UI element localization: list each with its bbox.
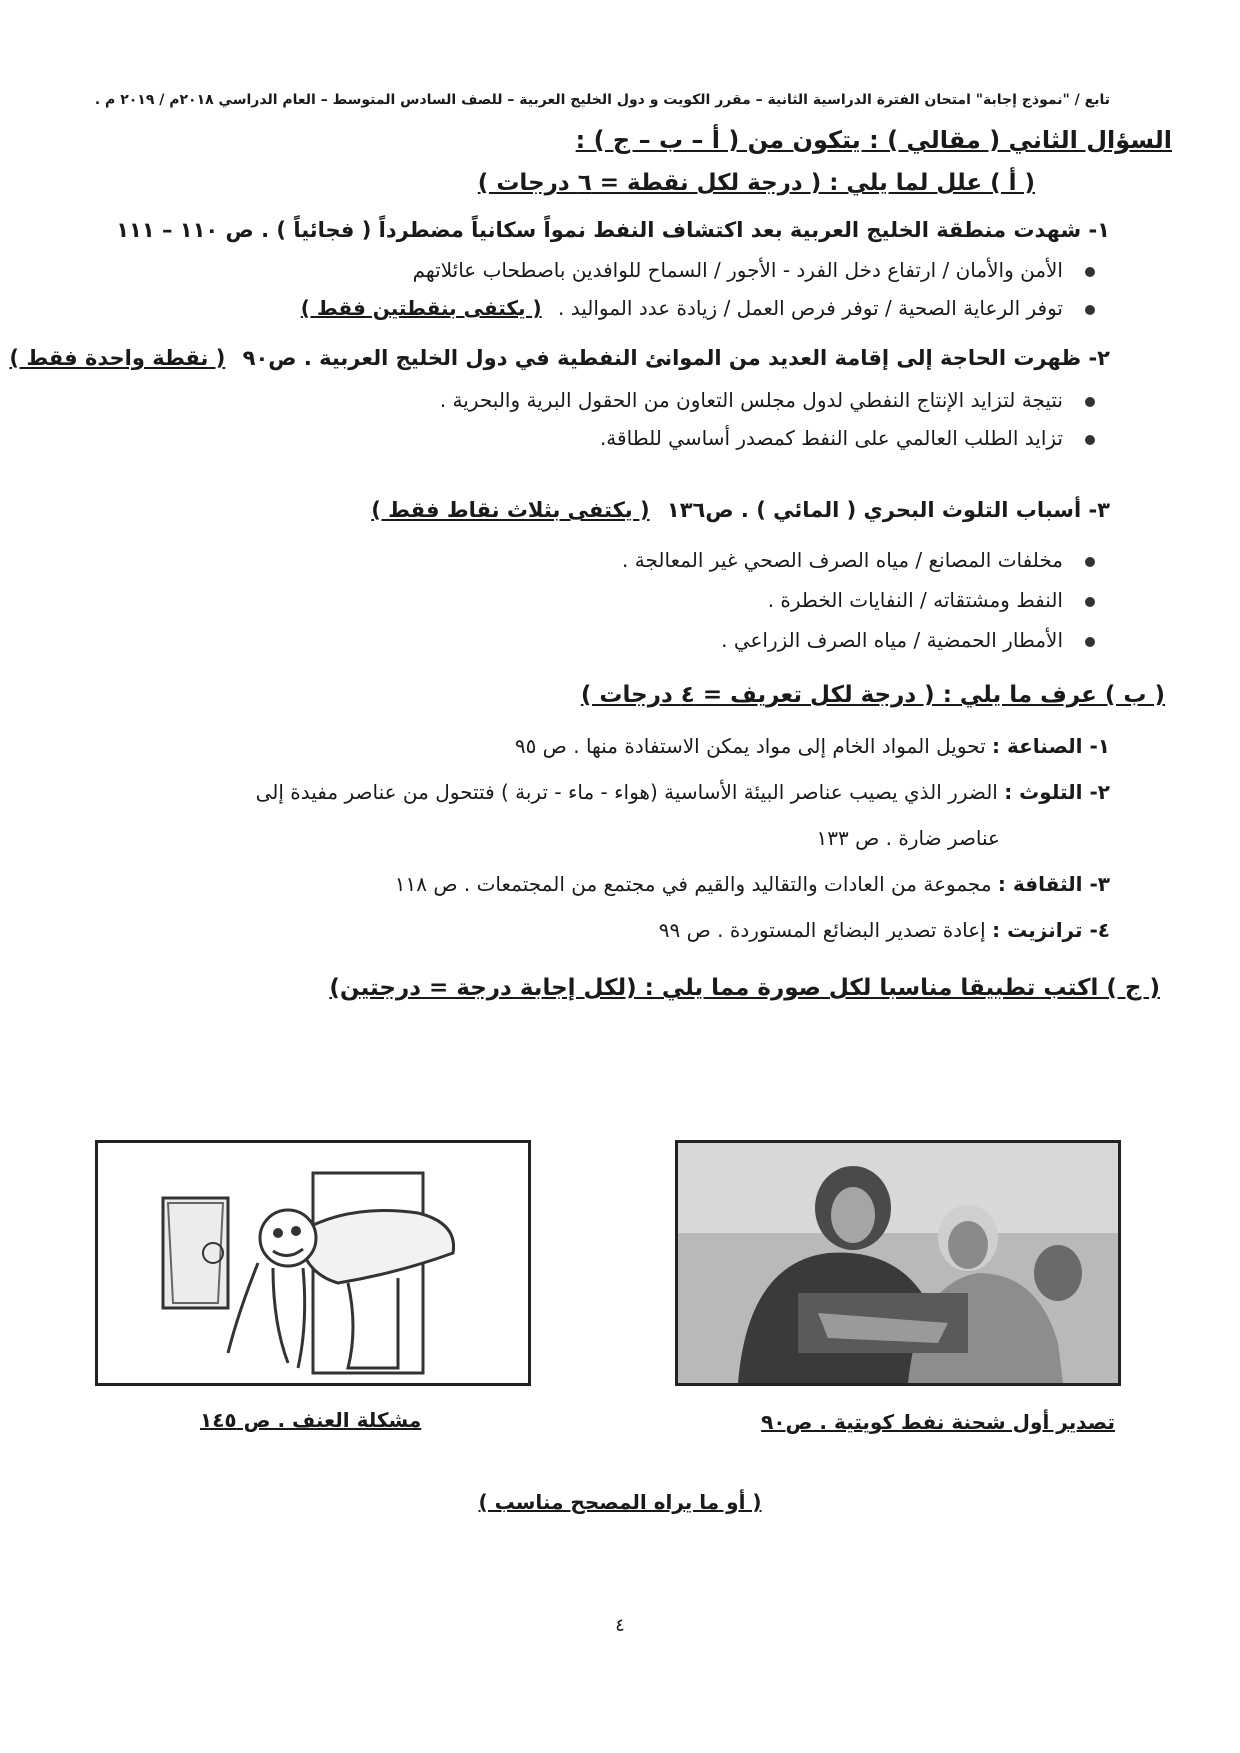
part-a-item-3-bullet-3 [721, 628, 1095, 652]
bullet-text: تزايد الطلب العالمي على النفط كمصدر أساسي للطاقة. [599, 426, 1063, 450]
bullet-dot [1085, 397, 1095, 407]
definition-1 [515, 734, 1110, 758]
bullet-text: الأمن والأمان / ارتفاع دخل الفرد - الأجور / السماح للوافدين باصطحاب عائلاتهم [412, 258, 1063, 282]
definition-term: ١- الصناعة : [992, 734, 1110, 758]
bullet-text: النفط ومشتقاته / النفايات الخطرة . [767, 588, 1063, 612]
part-a-item-3-bullet-2 [768, 588, 1095, 612]
part-a-item-2-bullet-2 [600, 426, 1095, 450]
definition-term: ٤- ترانزيت : [992, 918, 1110, 942]
bullet-dot [1085, 435, 1095, 445]
bullet-text: توفر الرعاية الصحية / توفر فرص العمل / زيادة عدد المواليد . [558, 296, 1063, 320]
definition-text: الضرر الذي يصيب عناصر البيئة الأساسية (هواء - ماء - تربة ) فتتحول من عناصر مفيدة إلى [255, 780, 998, 804]
bullet-text: نتيجة لتزايد الإنتاج النفطي لدول مجلس التعاون من الحقول البرية والبحرية . [439, 388, 1063, 412]
definition-text: تحويل المواد الخام إلى مواد يمكن الاستفادة منها . ص ٩٥ [514, 734, 986, 758]
definition-term: ٣- الثقافة : [997, 872, 1110, 896]
page-header: تابع / "نموذج إجابة" امتحان الفترة الدراسية الثانية – مقرر الكويت و دول الخليج العربية – للصف السادس المتوسط – العام الدراسي ٢٠١٨م / ٢٠١٩ م . [94, 92, 1110, 108]
part-b-title: ( ب ) عرف ما يلي : ( درجة لكل تعريف = ٤ درجات ) [580, 682, 1165, 708]
bullet-dot [1085, 637, 1095, 647]
bullet-dot [1085, 267, 1095, 277]
oil-shipment-photo-illustration [678, 1143, 1118, 1383]
page-number: ٤ [615, 1615, 625, 1636]
question-text: ٣- أسباب التلوث البحري ( المائي ) . ص١٣٦ [666, 498, 1110, 522]
violence-cartoon [95, 1140, 531, 1386]
bullet-text: مخلفات المصانع / مياه الصرف الصحي غير المعالجة . [622, 548, 1063, 572]
definition-text: إعادة تصدير البضائع المستوردة . ص ٩٩ [658, 918, 986, 942]
grader-note: ( أو ما يراه المصحح مناسب ) [478, 1490, 762, 1514]
bullet-text: الأمطار الحمضية / مياه الصرف الزراعي . [721, 628, 1063, 652]
definition-term: ٢- التلوث : [1004, 780, 1110, 804]
question-text: ٢- ظهرت الحاجة إلى إقامة العديد من الموانئ النفطية في دول الخليج العربية . ص٩٠ [242, 346, 1110, 370]
definition-3 [395, 872, 1110, 896]
note-limit: ( يكتفى بنقطتين فقط ) [300, 296, 542, 320]
violence-cartoon-illustration [98, 1143, 528, 1383]
caption-oil-shipment: تصدير أول شحنة نفط كويتية . ص٩٠ [761, 1410, 1115, 1434]
definition-2-continuation: عناصر ضارة . ص ١٣٣ [816, 826, 1000, 850]
part-a-item-3-question [371, 498, 1110, 522]
bullet-dot [1085, 305, 1095, 315]
part-a-item-2-bullet-1 [440, 388, 1095, 412]
bullet-dot [1085, 557, 1095, 567]
definition-4 [659, 918, 1110, 942]
bullet-dot [1085, 597, 1095, 607]
part-a-item-1-bullet-1 [413, 258, 1095, 282]
part-a-item-1-question: ١- شهدت منطقة الخليج العربية بعد اكتشاف النفط نمواً سكانياً مضطرداً ( فجائياً ) . ص ١١٠ – ١١١ [116, 218, 1110, 242]
oil-shipment-photo [675, 1140, 1121, 1386]
part-c-title: ( ج ) اكتب تطبيقا مناسبا لكل صورة مما يلي : (لكل إجابة درجة = درجتين) [329, 975, 1160, 1001]
note-limit: ( نقطة واحدة فقط ) [9, 346, 226, 370]
part-a-item-2-question [9, 346, 1110, 370]
part-a-item-1-bullet-2 [301, 296, 1095, 320]
part-a-item-3-bullet-1 [622, 548, 1095, 572]
note-limit: ( يكتفى بثلاث نقاط فقط ) [371, 498, 650, 522]
part-a-title: ( أ ) علل لما يلي : ( درجة لكل نقطة = ٦ درجات ) [477, 170, 1035, 196]
definition-text: مجموعة من العادات والتقاليد والقيم في مجتمع من المجتمعات . ص ١١٨ [394, 872, 992, 896]
definition-2 [256, 780, 1110, 804]
question-title: السؤال الثاني ( مقالي ) : يتكون من ( أ – ب – ج ) : [575, 126, 1172, 154]
caption-violence: مشكلة العنف . ص ١٤٥ [200, 1408, 422, 1432]
